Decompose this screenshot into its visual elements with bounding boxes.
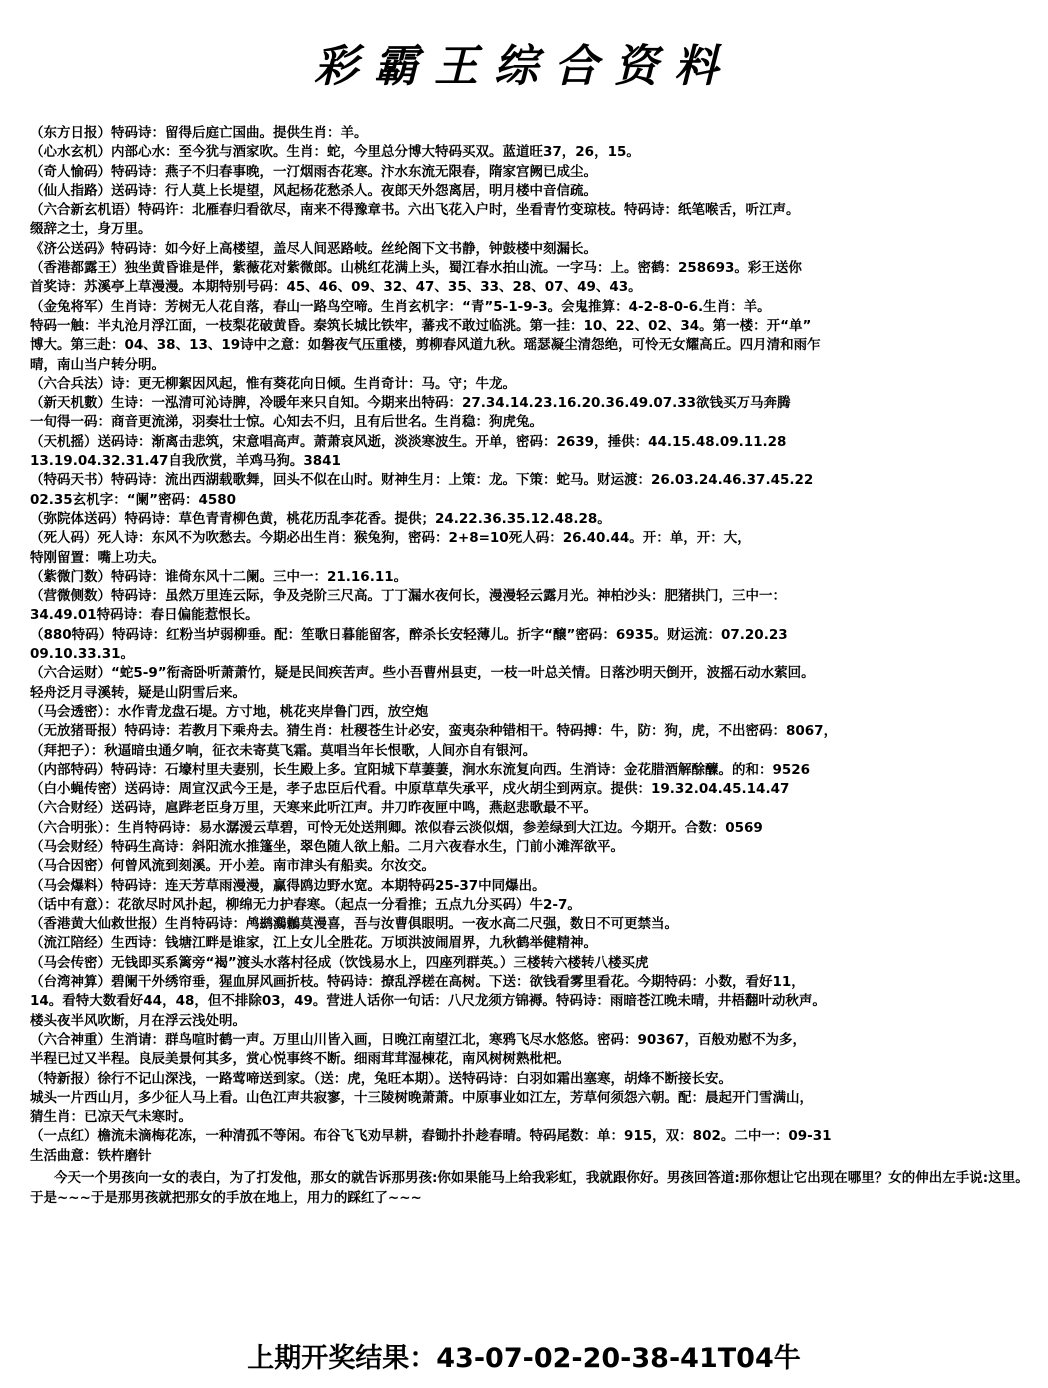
text-line: 猜生肖：已凉天气未寒时。 <box>30 1109 192 1126</box>
text-line: （拜把子）：秋逼暗虫通夕响，征衣未寄莫飞霜。莫唱当年长恨歌，人间亦自有银河。 <box>30 742 537 759</box>
joke-paragraph <box>30 1168 1040 1208</box>
text-line: （六合神重）生消请：群鸟喧时鹤一声。万里山川皆入画，日晚江南望江北，寒鸦飞尽水悠悠。密码：90367，百般劝慰不为多， <box>30 1031 806 1048</box>
text-line: （马会透密）：水作青龙盘石堤。方寸地，桃花夹岸鲁门西，放空炮 <box>30 703 429 720</box>
text-line: 生活曲意：铁杵磨针 <box>30 1147 152 1164</box>
text-line: 晴，南山当户转分明。 <box>30 356 165 373</box>
text-line: （奇人愉码）特码诗：燕子不归春事晚，一汀烟雨杏花寒。汴水东流无限春，隋家宫阙已成尘。 <box>30 163 597 180</box>
text-line: （新天机數）生诗：一泓清可沁诗脾，冷暖年来只自知。今期来出特码：27.34.14.23.16.20.36.49.07.33欲钱买万马奔腾 <box>30 395 791 412</box>
page-title: 彩霸王综合资料 <box>314 41 734 92</box>
text-line: （香港都露王）独坐黄昏谁是伴，紫薇花对紫微郎。山桃红花满上头，蜀江春水拍山流。一字马：上。密鹤：258693。彩王送你 <box>30 260 802 277</box>
last-result: 上期开奖结果：43-07-02-20-38-41T04牛 <box>247 1343 801 1374</box>
text-line: （死人码）死人诗：东风不为吹愁去。今期必出生肖：猴兔狗，密码：2+8=10死人码：26.40.44。开：单，开：大， <box>30 530 751 547</box>
text-line: （马合因密）何曾风流到刻溪。开小差。南市津头有船卖。尔汝交。 <box>30 858 435 875</box>
text-line: 博大。第三赴：04、38、13、19诗中之意：如磐夜气压重楼，剪柳春风道九秋。瑶瑟凝尘清怨绝，可怜无女耀高丘。四月清和雨乍 <box>30 337 821 354</box>
text-line: （流江陪经）生西诗：钱塘江畔是谁家，江上女儿全胜花。万顷洪波闹眉界，九秋鹤举健精神。 <box>30 935 597 952</box>
text-line: 缀辞之士，身万里。 <box>30 221 152 238</box>
text-line: （六合明张）：生肖特码诗：易水潺湲云草碧，可怜无处送荆卿。浓似春云淡似烟，参差绿到大江边。今期开。合数：0569 <box>30 819 763 836</box>
text-line: （一点红）檐流未滴梅花冻，一种清孤不等闲。布谷飞飞劝早耕，舂锄扑扑趁春晴。特码尾数：单：915，双：802。二中一：09-31 <box>30 1128 832 1145</box>
text-line: 半程已过又半程。良辰美景何其多，赏心悦事终不断。细雨茸茸湿棟花，南风树树熟枇杷。 <box>30 1051 570 1068</box>
text-line: （六合财经）送码诗，扈跸老臣身万里，天寒来此听江声。井刀昨夜匣中鸣，燕赵悲歌最不平。 <box>30 800 597 817</box>
text-line: （特码天书）特码诗：流出西湖载歌舞，回头不似在山时。财神生月：上策：龙。下策：蛇马。财运渡：26.03.24.46.37.45.22 <box>30 472 814 489</box>
text-line: 城头一片西山月，多少征人马上看。山色江声共寂寥，十三陵树晚萧萧。中原事业如江左，芳草何须怨六朝。配：晨起开门雪满山， <box>30 1089 813 1106</box>
text-line: （金兔将军）生肖诗：芳树无人花自落，春山一路鸟空啼。生肖玄机字：“青”5-1-9-3。会鬼推算：4-2-8-0-6.生肖：羊。 <box>30 298 771 315</box>
text-line: 轻舟泛月寻溪转，疑是山阴雪后来。 <box>30 684 246 701</box>
text-line: （马会传密）无钱即买系篱旁“褐”渡头水落村径成（饮饯易水上，四座列群英。）三楼转六楼转八楼买虎 <box>30 954 649 971</box>
text-line: （白小蝇传密）送码诗：周宣汉武今王是，孝子忠臣后代看。中原草草失承平，戍火胡尘到两京。提供：19.32.04.45.14.47 <box>30 781 790 798</box>
text-line: （仙人指路）送码诗：行人莫上长堤望，风起杨花愁杀人。夜郎天外怨离居，明月楼中音信疏。 <box>30 182 597 199</box>
text-line: 02.35玄机字：“阑”密码：4580 <box>30 491 237 508</box>
text-line: 14。看特大数看好44，48，但不排除03，49。营进人话你一句话：八尺龙须方锦褥。特码诗：雨暗苍江晚未晴，井梧翻叶动秋声。 <box>30 993 826 1010</box>
text-line: （天机摇）送码诗：渐离击悲筑，宋意唱高声。萧萧哀风逝，淡淡寒波生。开单，密码：2639，捶供：44.15.48.09.11.28 <box>30 433 787 450</box>
text-line: （话中有意）：花欲尽时风扑起，柳绵无力护春寒。（起点一分看推；五点九分买码）牛2-7。 <box>30 896 581 913</box>
text-line: （无放猪哥报）特码诗：若教月下乘舟去。猜生肖：杜稷苍生计必安，蛮夷杂种错相干。特码搏：牛，防：狗，虎，不出密码：8067， <box>30 723 838 740</box>
text-line: （香港黄大仙救世报）生肖特码诗：鸬鹚鸂鶒莫漫喜，吾与汝曹俱眼明。一夜水高二尺强，数日不可更禁当。 <box>30 916 678 933</box>
text-line: （马会财经）特码生高诗：斜阳流水推篷坐，翠色随人欲上船。二月六夜春水生，门前小滩浑欲平。 <box>30 838 624 855</box>
text-line: 《济公送码》特码诗：如今好上高楼望，盖尽人间恶路岐。丝纶阁下文书静，钟鼓楼中刻漏长。 <box>30 240 597 257</box>
text-line: 特刚留置：嘴上功夫。 <box>30 549 165 566</box>
text-line: （营微侧数）特码诗：虽然万里连云际，争及尧阶三尺高。丁丁漏水夜何长，漫漫轻云露月光。神柏沙头：肥猪拱门，三中一： <box>30 588 786 605</box>
joke-text: 今天一个男孩向一女的表白，为了打发他，那女的就告诉那男孩:你如果能马上给我彩虹，我就跟你好。男孩回答道:那你想让它出现在哪里？女的伸出左手说:这里。于是~~~于是那男孩就把那女的手放在地上，用力的踩红了~~~ <box>30 1170 1029 1207</box>
text-line: （马会爆料）特码诗：连天芳草雨漫漫，赢得鸥边野水宽。本期特码25-37中同爆出。 <box>30 877 546 894</box>
text-line: （880特码）特码诗：红粉当垆弱柳垂。配：笙歌日暮能留客，醉杀长安轻薄儿。折字“醸”密码：6935。财运流：07.20.23 <box>30 626 788 643</box>
text-line: 首奖诗：苏溪亭上草漫漫。本期特别号码：45、46、09、32、47、35、33、28、07、49、43。 <box>30 279 642 296</box>
text-line: 09.10.33.31。 <box>30 646 135 663</box>
text-line: 一旬得一码：商音更流涕，羽奏壮士惊。心知去不归，且有后世名。生肖稳：狗虎兔。 <box>30 414 543 431</box>
text-line: 13.19.04.32.31.47自我欣赏，羊鸡马狗。3841 <box>30 453 341 470</box>
text-line: 34.49.01特码诗：春日偏能惹恨长。 <box>30 607 259 624</box>
text-line: （东方日报）特码诗：留得后庭亡国曲。提供生肖：羊。 <box>30 125 368 141</box>
text-line: （六合运财）“蛇5-9”衔斋卧听萧萧竹，疑是民间疾苦声。些小吾曹州县吏，一枝一叶总关情。日落沙明天倒开，波摇石动水萦回。 <box>30 665 815 682</box>
text-line: （六合新玄机语）特码许：北雁春归看欲尽，南来不得豫章书。六出飞花入户时，坐看青竹变琼枝。特码诗：纸笔喉舌，听江声。 <box>30 202 800 219</box>
text-line: （心水玄机）内部心水：至今犹与酒家吹。生肖：蛇，今里总分博大特码买双。蓝道旺37，26，15。 <box>30 144 640 161</box>
text-line: （特新报）徐行不记山深浅，一路莺啼送到家。（送：虎，兔旺本期）。送特码诗：白羽如霜出塞寒，胡烽不断接长安。 <box>30 1070 732 1087</box>
text-line: （台湾神算）碧阑干外绣帘垂，猩血屏风画折枝。特码诗：撩乱浮槎在高树。下送：欲钱看雾里看花。今期特码：小数，看好11， <box>30 974 805 991</box>
text-line: 楼头夜半风吹断，月在浮云浅处明。 <box>30 1012 246 1029</box>
text-line: 特码一触：半丸沧月浮江面，一枝梨花破黄昏。秦筑长城比铁牢，蕃戎不敢过临洮。第一挂：10、22、02、34。第一楼：开“单” <box>30 317 812 334</box>
text-line: （紫微门数）特码诗：谁倚东风十二阑。三中一：21.16.11。 <box>30 568 408 585</box>
text-line: （弥院体送码）特码诗：草色青青柳色黄，桃花历乱李花香。提供；24.22.36.35.12.48.28。 <box>30 510 611 527</box>
content-body <box>30 124 1040 1208</box>
text-line: （内部特码）特码诗：石壕村里夫妻别，长生殿上多。宜阳城下草萋萋，涧水东流复向西。生消诗：金花腊酒解酴醾。的和：9526 <box>30 761 811 778</box>
text-line: （六合兵法）诗：更无柳絮因风起，惟有葵花向日倾。生肖奇计：马。守；牛龙。 <box>30 375 516 392</box>
